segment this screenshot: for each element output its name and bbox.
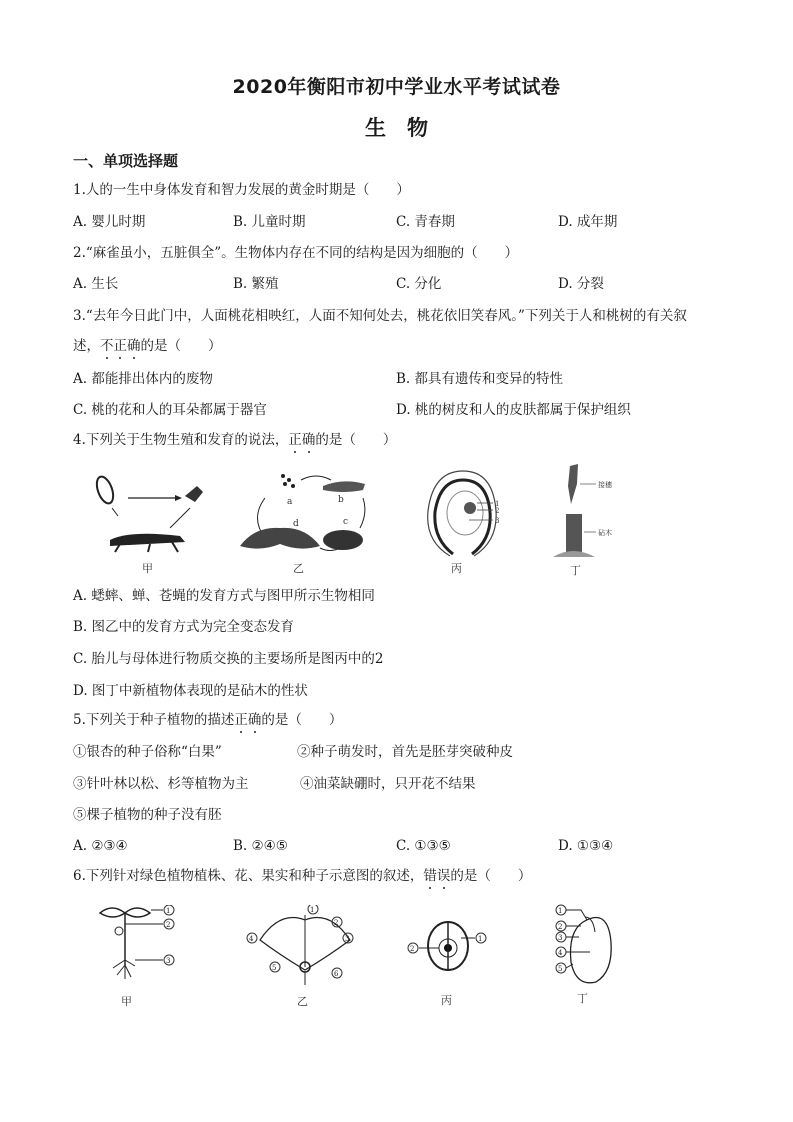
figure-caption: 丙	[451, 562, 462, 575]
q5-option-d: D. ①③④	[558, 838, 614, 854]
q1-option-a: A. 婴儿时期	[73, 214, 146, 230]
uterus-diagram-icon	[425, 468, 505, 563]
q5-statement-5: ⑤棵子植物的种子没有胚	[73, 807, 222, 823]
figure-caption: 丁	[570, 564, 581, 577]
q4-option-a: A. 蟋蟀、蝉、苍蝇的发育方式与图甲所示生物相同	[73, 588, 375, 604]
emphasis-char: 正	[113, 338, 127, 354]
q5-option-c: C. ①③⑤	[396, 838, 451, 854]
figure-caption: 丙	[441, 994, 452, 1007]
svg-text:6: 6	[334, 970, 339, 978]
section-heading: 一、单项选择题	[73, 152, 179, 170]
svg-text:3: 3	[558, 934, 563, 942]
emphasis-char: 确	[127, 338, 141, 354]
figure-caption: 丁	[577, 992, 588, 1005]
emphasis-char: 正	[288, 432, 302, 448]
q2-option-b: B. 繁殖	[233, 276, 279, 292]
fruit-diagram-icon	[405, 918, 490, 978]
question-4-stem: 4.下列关于生物生殖和发育的说法，正确的是（ ）	[73, 432, 397, 448]
svg-text:4: 4	[249, 935, 254, 943]
figure-flower	[245, 905, 360, 1008]
svg-text:1: 1	[166, 907, 171, 915]
q3-option-c: C. 桃的花和人的耳朵都属于器官	[73, 402, 267, 418]
emphasis-char: 误	[436, 868, 451, 884]
q3-option-b: B. 都具有遗传和变异的特性	[396, 371, 564, 387]
svg-text:接穗: 接穗	[598, 481, 612, 489]
svg-text:1: 1	[478, 935, 483, 943]
svg-text:4: 4	[558, 949, 563, 957]
figure-seed	[555, 902, 615, 1005]
svg-text:1: 1	[495, 500, 500, 508]
svg-text:d: d	[293, 519, 299, 529]
figure-fruit	[405, 918, 490, 1007]
svg-text:3: 3	[495, 517, 500, 525]
svg-text:5: 5	[272, 964, 277, 972]
seed-diagram-icon	[555, 902, 615, 987]
figure-uterus-fetus	[425, 468, 505, 575]
flower-diagram-icon	[245, 905, 360, 990]
emphasis-char: 错	[423, 868, 437, 884]
figure-caption: 甲	[142, 562, 153, 575]
svg-text:2: 2	[166, 921, 171, 929]
q4-option-d: D. 图丁中新植物体表现的是砧木的性状	[73, 683, 308, 699]
q3-option-a: A. 都能排出体内的废物	[73, 371, 213, 387]
q5-statement-3: ③针叶林以松、杉等植物为主	[73, 776, 249, 792]
q4-option-c: C. 胎儿与母体进行物质交换的主要场所是图丙中的2	[73, 651, 384, 667]
svg-text:2: 2	[495, 507, 500, 515]
q5-option-a: A. ②③④	[73, 838, 128, 854]
q2-option-d: D. 分裂	[558, 276, 604, 292]
question-3-stem-line1: 3.“去年今日此门中，人面桃花相映红，人面不知何处去，桃花依旧笑春风。”下列关于人和桃树的有关叙	[73, 308, 687, 324]
emphasis-char: 确	[247, 712, 262, 728]
svg-text:2: 2	[334, 919, 339, 927]
q2-option-c: C. 分化	[396, 276, 442, 292]
figure-plant	[95, 905, 185, 1008]
question-5-stem: 5.下列关于种子植物的描述正确的是（ ）	[73, 712, 343, 728]
figure-caption: 乙	[293, 562, 304, 575]
svg-text:a: a	[287, 497, 293, 507]
question-6-stem: 6.下列针对绿色植物植株、花、果实和种子示意图的叙述，错误的是（ ）	[73, 868, 532, 884]
figure-grafting	[548, 462, 618, 577]
svg-text:3: 3	[166, 957, 171, 965]
question-1-stem: 1.人的一生中身体发育和智力发展的黄金时期是（ ）	[73, 182, 410, 198]
emphasis-char: 确	[301, 432, 316, 448]
subject-title: 生 物	[365, 116, 428, 140]
svg-text:3: 3	[345, 935, 350, 943]
grasshopper-diagram-icon	[90, 468, 220, 558]
svg-text:砧木: 砧木	[598, 529, 612, 537]
q5-statement-2: ②种子萌发时，首先是胚芽突破种皮	[297, 744, 513, 760]
svg-text:5: 5	[558, 965, 563, 973]
question-3-stem-line2: 述，不正确的是（ ）	[73, 338, 222, 354]
svg-text:1: 1	[558, 907, 563, 915]
q5-statement-1: ①银杏的种子俗称“白果”	[73, 744, 222, 760]
grafting-diagram-icon	[548, 462, 618, 562]
q5-statement-4: ④油菜缺硼时，只开花不结果	[300, 776, 476, 792]
q1-option-b: B. 儿童时期	[233, 214, 306, 230]
svg-text:1: 1	[310, 906, 315, 914]
emphasis-char: 不	[100, 338, 114, 354]
exam-title: 2020年衡阳市初中学业水平考试试卷	[232, 76, 561, 98]
figure-caption: 甲	[121, 995, 132, 1008]
moth-diagram-icon	[235, 468, 370, 558]
q2-option-a: A. 生长	[73, 276, 119, 292]
svg-text:c: c	[343, 517, 349, 527]
svg-text:2: 2	[558, 923, 563, 931]
q4-option-b: B. 图乙中的发育方式为完全变态发育	[73, 619, 295, 635]
figure-caption: 乙	[297, 995, 308, 1008]
figure-moth-lifecycle	[235, 468, 370, 575]
svg-text:2: 2	[410, 945, 415, 953]
q5-option-b: B. ②④⑤	[233, 838, 288, 854]
figure-grasshopper-lifecycle	[90, 468, 220, 575]
plant-diagram-icon	[95, 905, 185, 990]
q1-option-c: C. 青春期	[396, 214, 455, 230]
q1-option-d: D. 成年期	[558, 214, 618, 230]
question-2-stem: 2.“麻雀虽小，五脏俱全”。生物体内存在不同的结构是因为细胞的（ ）	[73, 245, 519, 261]
emphasis-char: 正	[234, 712, 248, 728]
q3-option-d: D. 桃的树皮和人的皮肤都属于保护组织	[396, 402, 631, 418]
svg-text:b: b	[338, 495, 344, 505]
